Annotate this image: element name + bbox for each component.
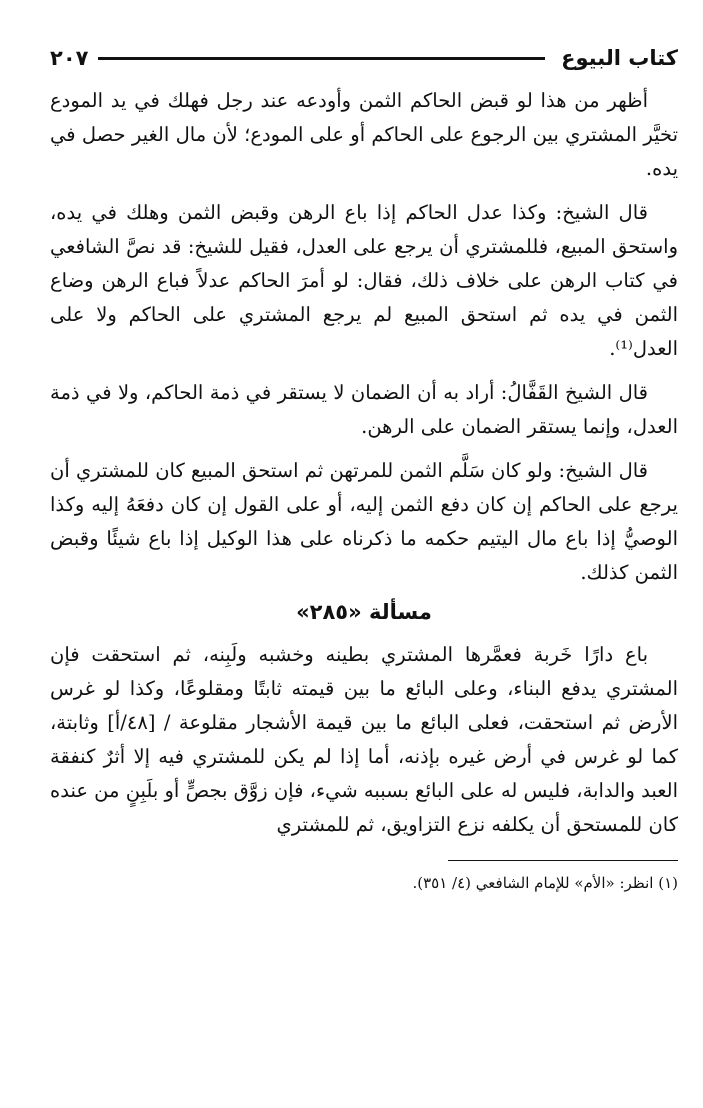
page-number: ٢٠٧ [50,46,89,70]
header-rule [98,57,545,60]
footnote: (١) انظر: «الأم» للإمام الشافعي (٤/ ٣٥١). [412,874,678,892]
paragraph: قال الشيخ القَفَّالُ: أراد به أن الضمان لا يستقر في ذمة الحاكم، ولا في ذمة العدل، وإنما يستقر الضمان على الرهن. [50,381,678,438]
document-page [50,38,678,1088]
footnote-divider [448,860,678,861]
paragraph: قال الشيخ: وكذا عدل الحاكم إذا باع الرهن وقبض الثمن وهلك في يده، واستحق المبيع، فللمشتري أن يرجع على العدل، فقيل للشيخ: قد نصَّ الشافعي في كتاب الرهن على خلاف ذلك، فقال: لو أمرَ الحاكم عدلاً فباع الرهن وضاع الثمن في يده ثم استحق المبيع لم يرجع المشتري على الحاكم ولا على العدل⁽¹⁾. [50,201,678,360]
main-text [50,84,678,895]
paragraph: قال الشيخ: ولو كان سَلَّم الثمن للمرتهن ثم استحق المبيع كان للمشتري أن يرجع على الحاكم إن كان دفع الثمن إليه، أو على القول إن كان دفعَهُ إليه وكذا الوصيُّ إذا باع مال اليتيم حكمه ما ذكرناه على هذا الوكيل إذا باع شيئًا وقبض الثمن كذلك. [50,459,678,584]
paragraph: أظهر من هذا لو قبض الحاكم الثمن وأودعه عند رجل فهلك في يد المودع تخيَّر المشتري بين الرجوع على الحاكم أو على المودع؛ لأن مال الغير حصل في يده. [50,89,678,180]
paragraph: باع دارًا خَربة فعمَّرها المشتري بطينه وخشبه ولَبِنه، ثم استحقت فإن المشتري يدفع البناء، وعلى البائع ما بين قيمته ثابتًا ومقلوعًا، وكذا لو غرس الأرض ثم استحقت، فعلى البائع ما بين قيمة الأشجار مقلوعة / [٤٨/أ] وثابتة، كما لو غرس في أرض غيره بإذنه، أما إذا لم يكن للمشتري فيه إلا أثرٌ كنفقة العبد والدابة، فليس له على البائع بسببه شيء، فإن زوَّق بجصٍّ أو بلَبِنٍ من عنده كان للمستحق أن يكلفه نزع التزاويق، ثم للمشتري [50,643,678,836]
page-header [50,38,678,78]
chapter-title: كتاب البيوع [561,46,678,70]
section-title: مسألة «٢٨٥» [296,600,432,624]
